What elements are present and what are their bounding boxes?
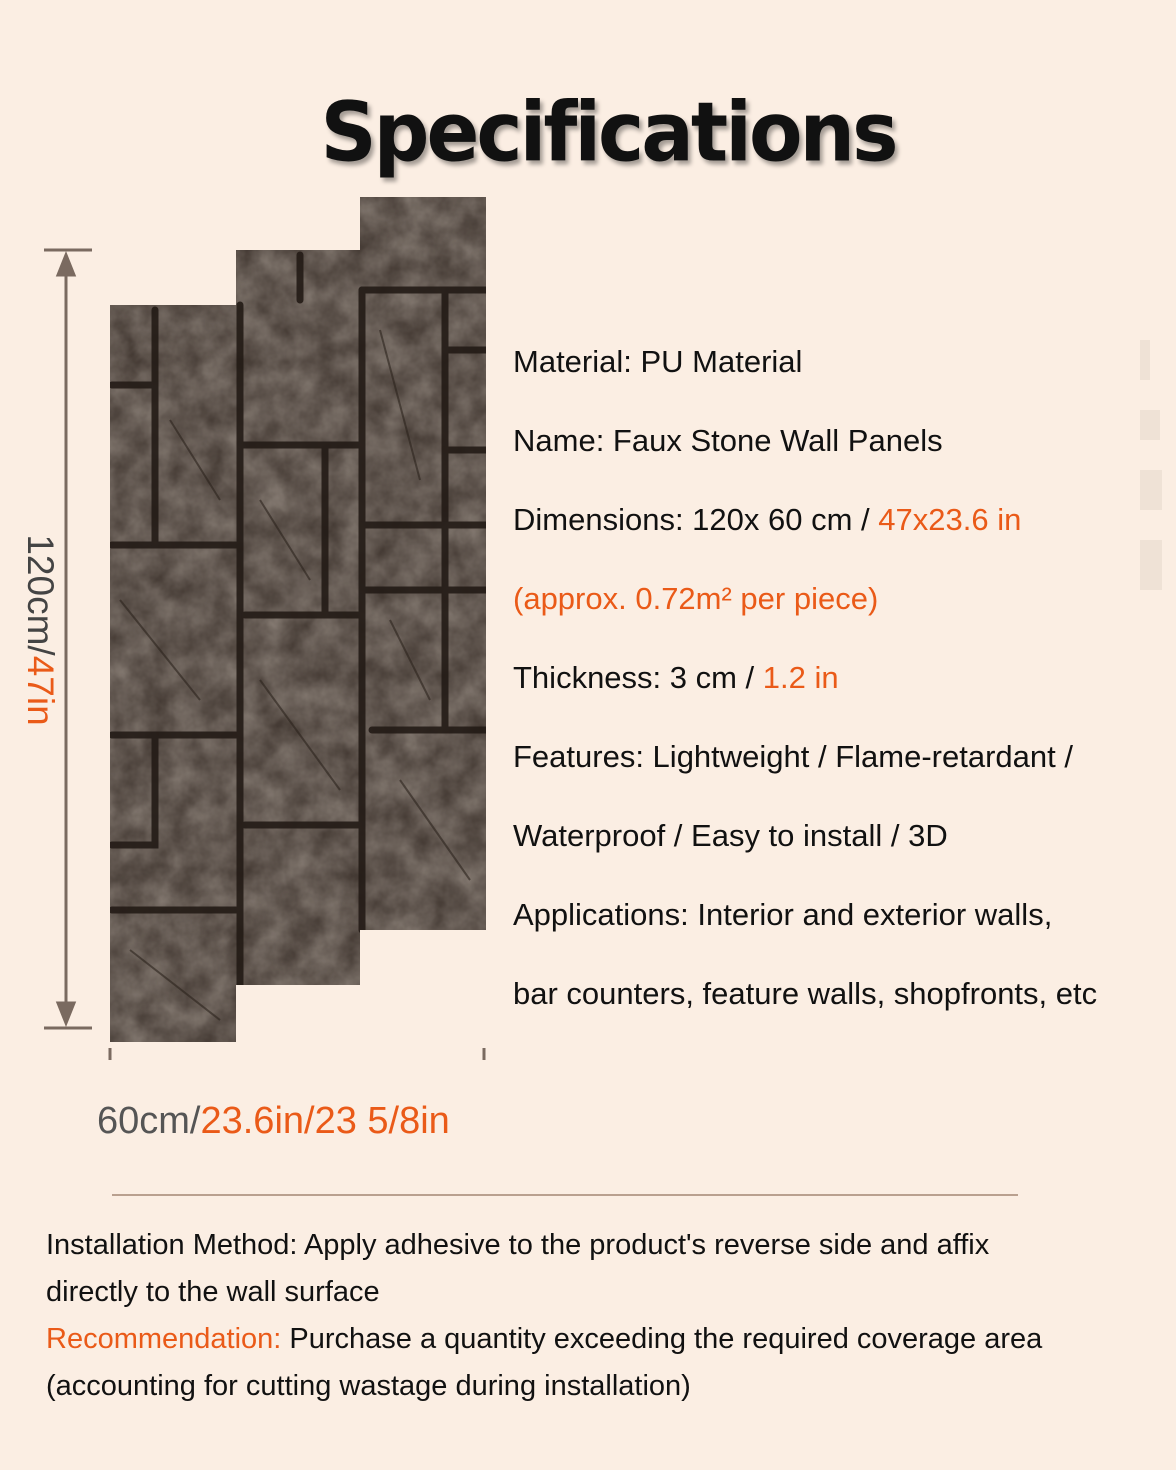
- recommendation-label: Recommendation:: [46, 1323, 282, 1355]
- section-divider: [112, 1194, 1018, 1196]
- watermark-mark: [1130, 340, 1170, 600]
- spec-material-text: Material: PU Material: [513, 344, 803, 379]
- spec-area-text: (approx. 0.72m² per piece): [513, 581, 879, 616]
- width-dimension-line: [110, 1048, 484, 1060]
- spec-area: [513, 559, 1176, 638]
- spec-features-text-2: Waterproof / Easy to install / 3D: [513, 818, 948, 853]
- spec-applications-2: [513, 954, 1176, 1033]
- spec-thickness-inches: 1.2 in: [762, 660, 839, 695]
- spec-applications-1: [513, 875, 1176, 954]
- spec-name-text: Name: Faux Stone Wall Panels: [513, 423, 943, 458]
- recommendation-line: [46, 1316, 1176, 1363]
- height-dimension-label: [19, 534, 61, 725]
- spec-applications-text-2: bar counters, feature walls, shopfronts, etc: [513, 976, 1098, 1011]
- spec-features-text-1: Features: Lightweight / Flame-retardant /: [513, 739, 1073, 774]
- installation-line-1: Installation Method: Apply adhesive to the product's reverse side and affix: [46, 1229, 990, 1261]
- spec-dimensions: [513, 480, 1176, 559]
- installation-line-2: directly to the wall surface: [46, 1276, 380, 1308]
- spec-dimensions-text: Dimensions: 120x 60 cm /: [513, 502, 879, 537]
- spec-features-1: [513, 717, 1176, 796]
- installation-line-4: (accounting for cutting wastage during installation): [46, 1370, 691, 1402]
- width-base-text: 60cm/: [97, 1100, 201, 1142]
- spec-dimensions-inches: 47x23.6 in: [878, 502, 1022, 537]
- width-accent-text: 23.6in/23 5/8in: [200, 1100, 450, 1142]
- height-accent-text: 47in: [20, 655, 61, 726]
- stone-panel-illustration: [0, 0, 500, 1060]
- spec-thickness: [513, 638, 1176, 717]
- spec-name: [513, 401, 1176, 480]
- spec-material: [513, 322, 1176, 401]
- faint-watermark: [1130, 340, 1170, 600]
- recommendation-text: Purchase a quantity exceeding the required coverage area: [281, 1323, 1043, 1355]
- installation-section: [46, 1222, 1176, 1410]
- width-dimension-label: [97, 1100, 450, 1143]
- spec-applications-text-1: Applications: Interior and exterior walls,: [513, 897, 1053, 932]
- stone-panel-image: [0, 0, 500, 1060]
- spec-thickness-text: Thickness: 3 cm /: [513, 660, 763, 695]
- height-base-text: 120cm/: [20, 534, 61, 656]
- page-title: Specifications: [320, 85, 896, 181]
- spec-features-2: [513, 796, 1176, 875]
- specifications-list: [513, 322, 1176, 1033]
